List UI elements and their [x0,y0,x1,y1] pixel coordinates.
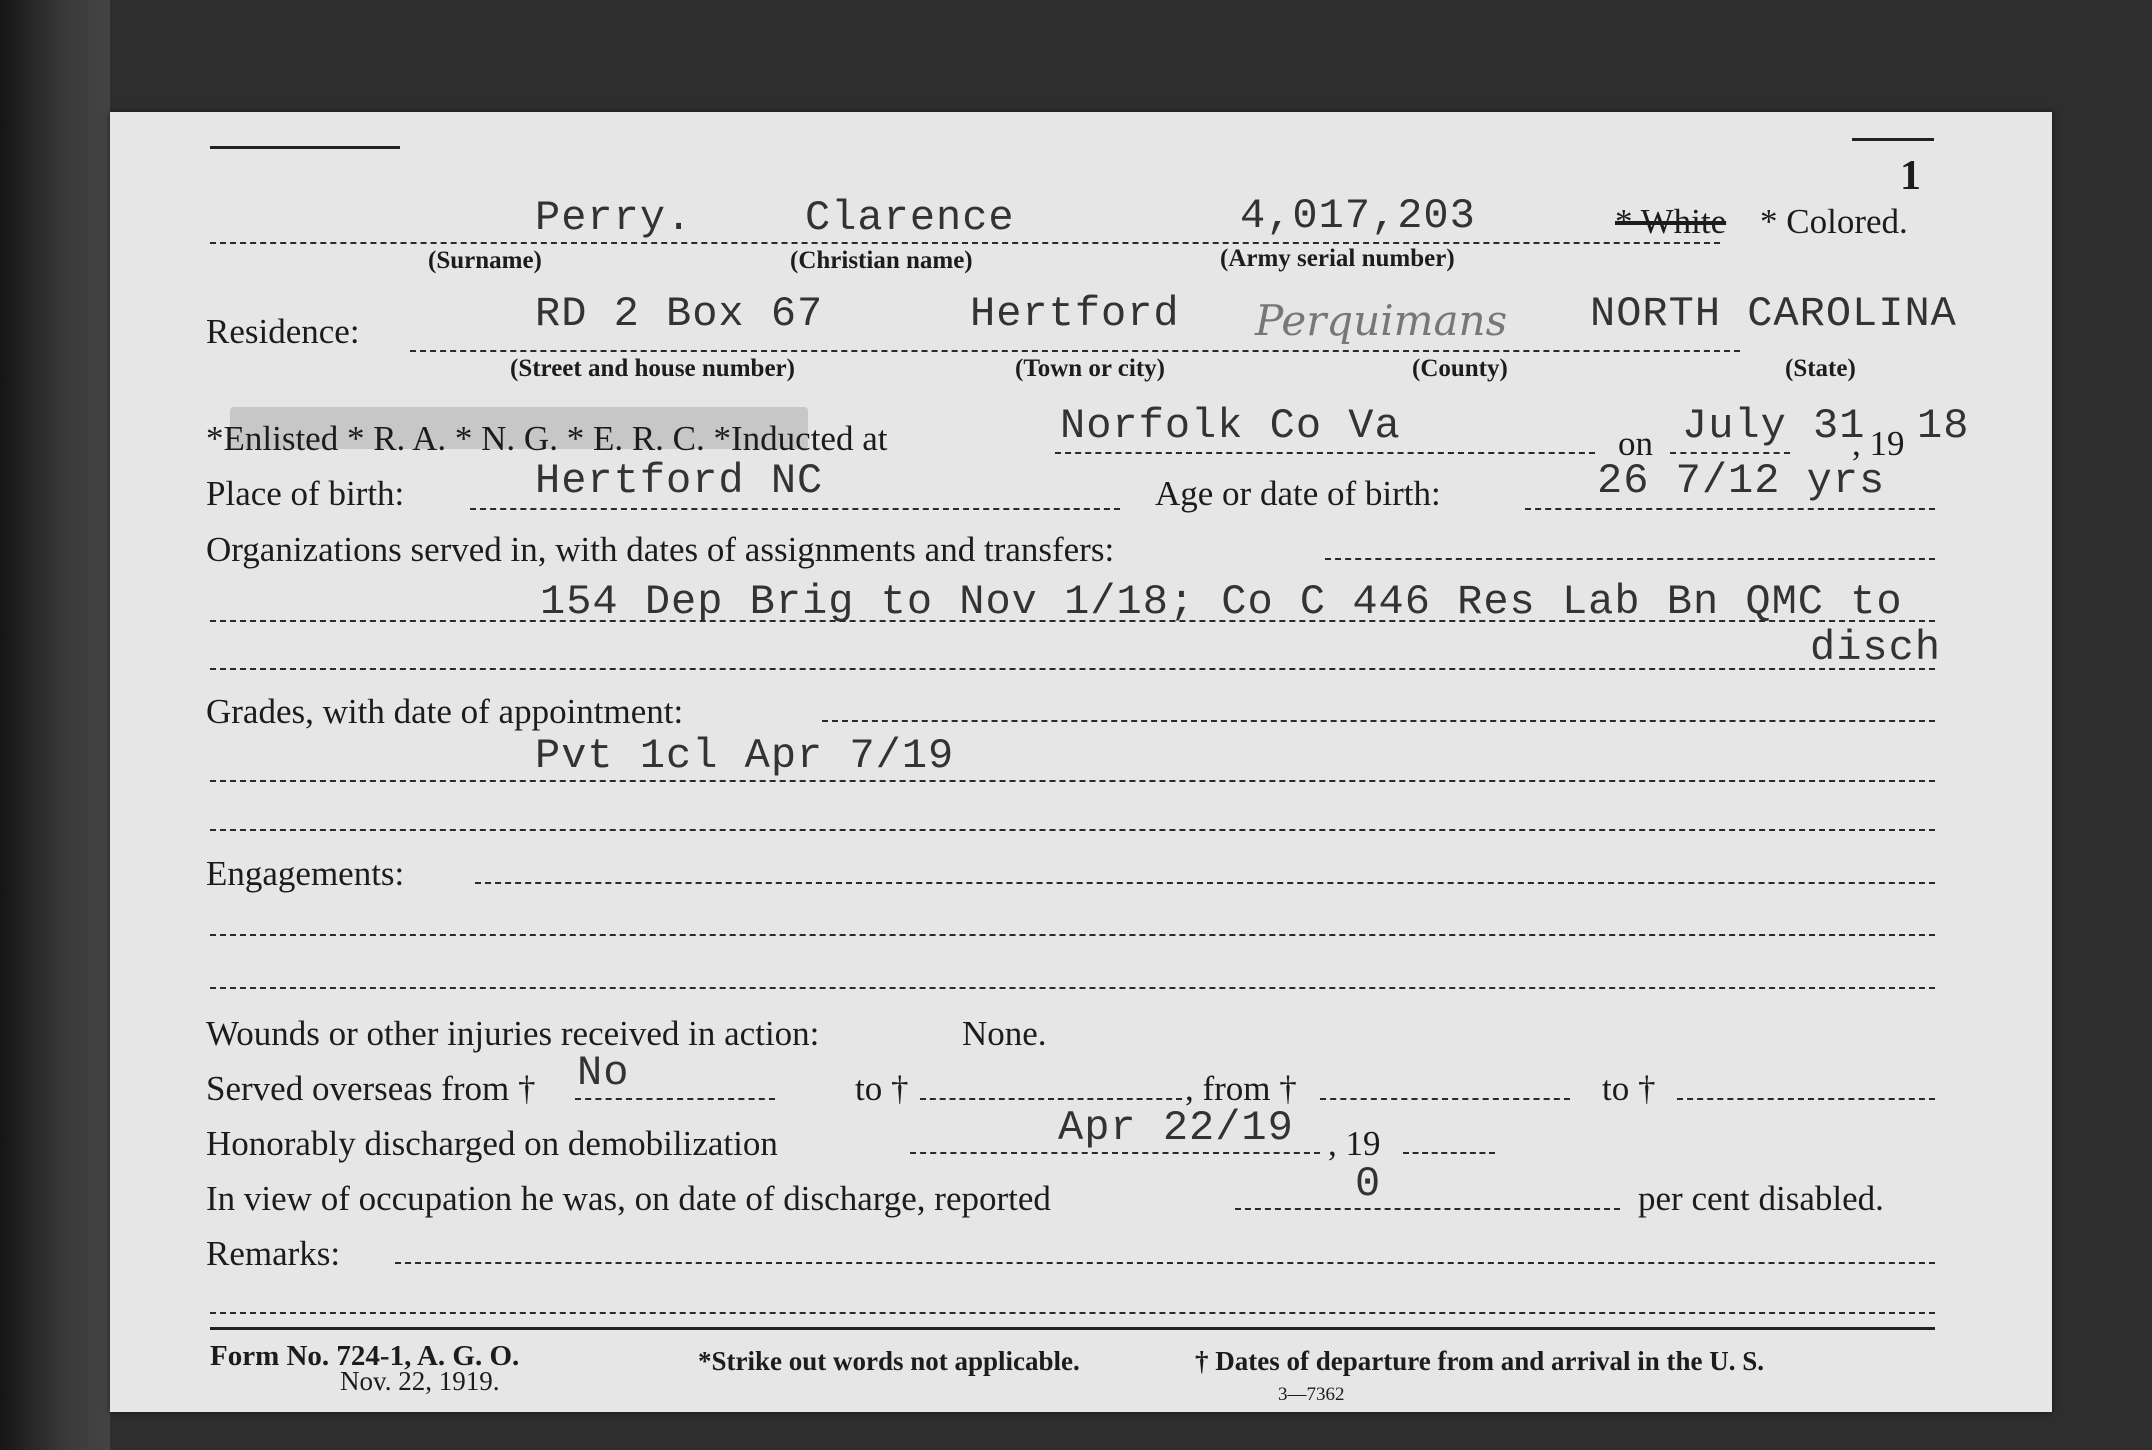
organizations-line-1 [210,620,1935,622]
disability-line [1235,1208,1620,1210]
caption-christian-name: (Christian name) [790,247,973,274]
residence-label: Residence: [206,312,360,351]
induction-year-prefix: , 19 [1852,424,1905,463]
wounds-value: None. [962,1014,1047,1053]
race-colored: * Colored. [1760,202,1908,241]
disability-label: In view of occupation he was, on date of discharge, reported [206,1179,1051,1218]
remarks-line-1 [210,1312,1935,1314]
christian-name-value: Clarence [805,194,1015,242]
residence-line [410,350,1740,352]
induction-label: *Enlisted * R. A. * N. G. * E. R. C. *Inducted at [206,419,888,458]
county-value: Perquimans [1255,296,1508,345]
discharge-year-suffix: , 19 [1328,1124,1381,1163]
discharge-label: Honorably discharged on demobilization [206,1124,778,1163]
overseas-from-line [575,1098,775,1100]
top-right-rule [1852,138,1934,141]
birth-place-value: Hertford NC [535,457,824,505]
row1-line [210,242,1720,244]
note-strike-out: *Strike out words not applicable. [698,1346,1080,1376]
engagements-line-2 [210,987,1935,989]
scan-background-edge [0,0,110,1450]
disability-value: 0 [1355,1160,1382,1208]
service-record-card [110,112,2052,1412]
organizations-label-line [1325,558,1935,560]
card-number: 1 [1900,153,1921,199]
town-value: Hertford [970,290,1180,338]
induction-on-label: on [1618,424,1653,463]
note-dates: † Dates of departure from and arrival in the U. S. [1195,1346,1764,1376]
grades-label: Grades, with date of appointment: [206,692,684,731]
age-value: 26 7/12 yrs [1597,457,1886,505]
grades-value: Pvt 1cl Apr 7/19 [535,732,955,780]
age-label: Age or date of birth: [1155,474,1441,513]
surname-value: Perry. [535,194,693,242]
engagements-label: Engagements: [206,854,405,893]
caption-surname: (Surname) [428,247,542,274]
organizations-line2: disch [1810,624,1942,672]
form-date: Nov. 22, 1919. [340,1366,500,1396]
overseas-from-value: No [577,1049,630,1097]
grades-line-2 [210,829,1935,831]
overseas-from2-label: , from † [1185,1069,1297,1108]
discharge-year-line [1403,1152,1495,1154]
grades-line-1 [210,780,1935,782]
induction-place-line [1055,452,1595,454]
caption-state: (State) [1785,355,1856,382]
disability-suffix: per cent disabled. [1638,1179,1884,1218]
caption-county: (County) [1412,355,1508,382]
birth-place-line [470,508,1120,510]
remarks-label-line [395,1262,1935,1264]
overseas-to-line [920,1098,1182,1100]
birth-place-label: Place of birth: [206,474,405,513]
induction-date-value: July 31 [1682,402,1866,450]
induction-place-value: Norfolk Co Va [1060,402,1401,450]
organizations-label: Organizations served in, with dates of assignments and transfers: [206,530,1115,569]
caption-street: (Street and house number) [510,355,795,382]
engagements-line-1 [210,934,1935,936]
serial-number-value: 4,017,203 [1240,192,1476,240]
age-line [1525,508,1935,510]
street-value: RD 2 Box 67 [535,290,824,338]
grades-label-line [822,720,1935,722]
induction-date-line [1670,452,1790,454]
discharge-date-value: Apr 22/19 [1058,1104,1294,1152]
overseas-to2-line [1677,1098,1935,1100]
overseas-label: Served overseas from † [206,1069,536,1108]
overseas-from2-line [1320,1098,1570,1100]
print-code: 3—7362 [1278,1384,1345,1405]
organizations-line1: 154 Dep Brig to Nov 1/18; Co C 446 Res Lab Bn QMC to [540,578,1903,626]
organizations-line-2 [210,668,1935,670]
race-white-struck: * White [1615,202,1727,241]
caption-town: (Town or city) [1015,355,1165,382]
footer-rule [210,1327,1935,1330]
overseas-to2-label: to † [1602,1069,1656,1108]
remarks-label: Remarks: [206,1234,341,1273]
discharge-date-line [910,1152,1320,1154]
overseas-to-label: to † [855,1069,909,1108]
wounds-label: Wounds or other injuries received in action: [206,1014,820,1053]
induction-year-value: 18 [1917,402,1970,450]
engagements-label-line [475,882,1935,884]
form-number: Form No. 724-1, A. G. O. [210,1340,520,1372]
caption-serial-number: (Army serial number) [1220,245,1455,272]
state-value: NORTH CAROLINA [1590,290,1957,338]
top-left-rule [210,146,400,149]
